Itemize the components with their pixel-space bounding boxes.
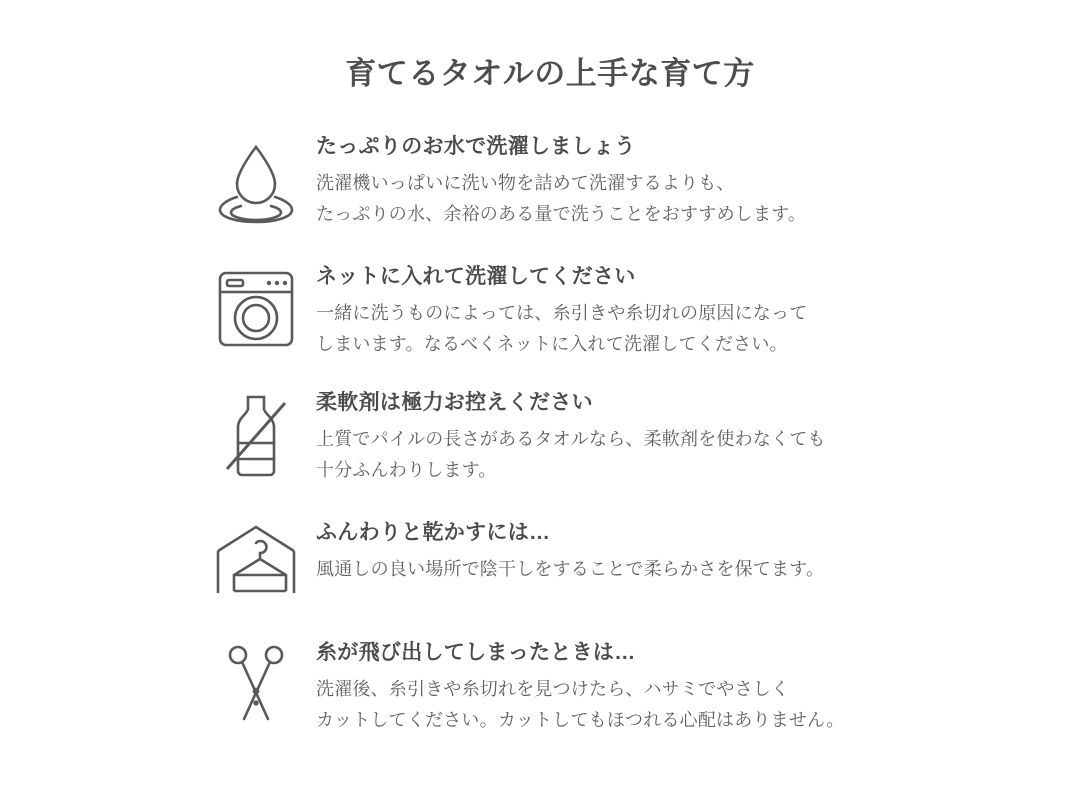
list-item <box>196 257 1040 361</box>
tip-text <box>316 635 845 736</box>
tip-line: 洗濯機いっぱいに洗い物を詰めて洗濯するよりも、 <box>316 173 735 194</box>
tip-line: 上質でパイルの長さがあるタオルなら、柔軟剤を使わなくても <box>316 429 826 450</box>
washing-machine-icon <box>196 257 316 361</box>
tip-line: 洗濯後、糸引きや糸切れを見つけたら、ハサミでやさしく <box>316 679 790 700</box>
tip-heading: ネットに入れて洗濯してください <box>316 265 636 288</box>
tip-line: たっぷりの水、余裕のある量で洗うことをおすすめします。 <box>316 204 807 225</box>
tip-heading: 糸が飛び出してしまったときは… <box>316 641 636 664</box>
tip-line: 一緒に洗うものによっては、糸引きや糸切れの原因になって <box>316 303 808 324</box>
list-item <box>196 127 1040 235</box>
tip-line: しまいます。なるべくネットに入れて洗濯してください。 <box>316 334 788 355</box>
list-item <box>196 509 1040 613</box>
tip-heading: たっぷりのお水で洗濯しましょう <box>316 135 636 158</box>
tip-line: 風通しの良い場所で陰干しをすることで柔らかさを保てます。 <box>316 559 825 580</box>
tips-list <box>0 127 1080 739</box>
tip-text <box>316 127 806 230</box>
tip-text <box>316 257 807 360</box>
scissors-icon <box>196 635 316 739</box>
page-title: 育てるタオルの上手な育て方 <box>345 56 755 91</box>
tip-line: カットしてください。カットしてもほつれる心配はありません。 <box>316 710 845 731</box>
list-item <box>196 383 1040 487</box>
hanger-drying-icon <box>196 509 316 613</box>
tip-text <box>316 509 824 585</box>
tip-heading: ふんわりと乾かすには… <box>316 521 551 544</box>
no-softener-bottle-icon <box>196 383 316 487</box>
tip-line: 十分ふんわりします。 <box>316 460 497 481</box>
tip-text <box>316 383 826 486</box>
tip-heading: 柔軟剤は極力お控えください <box>316 391 593 414</box>
list-item <box>196 635 1040 739</box>
water-drop-icon <box>196 127 316 235</box>
